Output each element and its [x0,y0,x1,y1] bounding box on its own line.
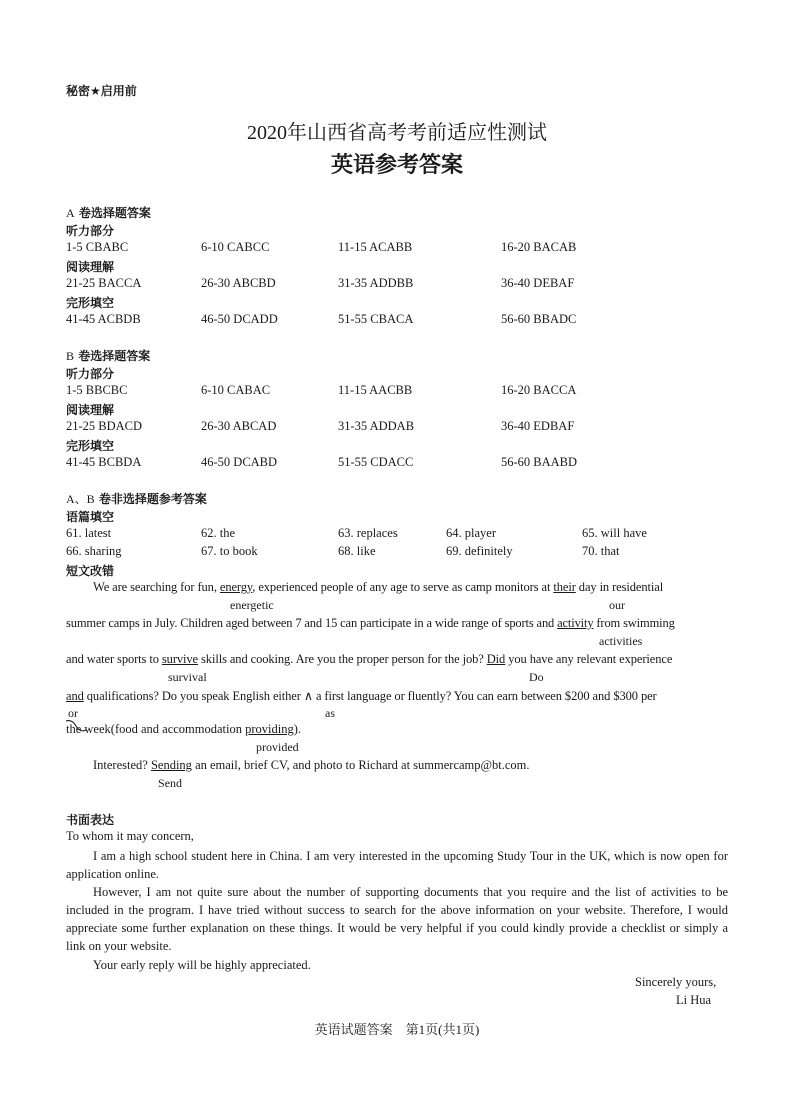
error-line-5 [66,722,301,737]
marked-word: Sending [150,758,192,772]
letter-signature: Li Hua [676,993,712,1007]
passage-text: week(food and accommodation [81,722,246,736]
answer-group: 6-10 CABCC [201,240,270,254]
error-correction-label: 短文改错 [66,564,115,578]
passage-text: summer camps in July. Children aged between 7 and 15 can participate in a wide range of sports and [66,616,558,630]
error-line-1 [93,580,663,595]
paragraph-text: I am a high school student here in China. I am very interested in the upcoming Study Tour in the UK, which is now open for application online. [66,849,728,881]
paragraph-text: Your early reply will be highly appreciated. [93,958,311,972]
answer-group: 16-20 BACCA [501,383,577,397]
letter-closing: Sincerely yours, [635,975,717,989]
error-line-4 [66,688,657,704]
insert-caret: ∧ [303,689,313,703]
answer-group: 31-35 ADDAB [338,419,415,433]
marked-word: providing [245,722,294,736]
section-a-letter: A [66,206,75,220]
passage-text: and water sports to [66,652,162,666]
paragraph-text: However, I am not quite sure about the number of supporting documents that you require and the list of activities to be included in the program. I have tried without success to search for the above information on your website. Therefore, I would appreciate some further explanation on these things. It would be very helpful if you could kindly provide a checklist or simply a link on your website. [66,885,728,953]
page-subtitle: 英语参考答案 [330,153,463,178]
fill-answer: 62. the [201,526,236,540]
answer-group: 56-60 BBADC [501,312,577,326]
fill-answer: 69. definitely [446,544,513,558]
passage-text: from swimming [593,616,675,630]
answer-group: 21-25 BDACD [66,419,143,433]
fill-answer: 67. to book [201,544,258,558]
answer-group: 26-30 ABCBD [201,276,276,290]
fill-answer: 66. sharing [66,544,122,558]
letter-salutation: To whom it may concern, [66,829,194,843]
non-choice-heading [66,490,207,507]
page-title: 2020年山西省高考考前适应性测试 [247,122,547,144]
writing-label: 书面表达 [66,813,115,827]
answer-group: 41-45 ACBDB [66,312,141,326]
section-a-heading [66,204,151,221]
answer-group: 36-40 EDBAF [501,419,575,433]
correction: survival [168,670,207,684]
section-a-listening-label: 听力部分 [66,224,115,238]
answer-group: 51-55 CDACC [338,455,414,469]
passage-text: , experienced people of any age to serve as camp monitors at [252,580,554,594]
passage-text: you have any relevant experience [505,652,673,666]
letter-paragraph-1 [66,847,728,883]
answer-group: 36-40 DEBAF [501,276,575,290]
passage-text: skills and cooking. Are you the proper person for the job? [198,652,487,666]
passage-text: We are searching for fun, [93,580,220,594]
answer-group: 46-50 DCADD [201,312,278,326]
passage-text: a first language or fluently? You can earn between $200 and $300 per [312,689,657,703]
passage-text: ). [293,722,302,736]
marked-word: survive [161,652,199,666]
confidential-label: 秘密★启用前 [66,84,137,98]
non-choice-title: 卷非选择题参考答案 [94,492,207,506]
fill-answer: 68. like [338,544,376,558]
marked-word: Did [486,652,506,666]
correction: Do [529,670,544,684]
answer-group: 31-35 ADDBB [338,276,414,290]
answer-group: 56-60 BAABD [501,455,578,469]
marked-word: energy [219,580,253,594]
fill-answer: 64. player [446,526,496,540]
page-footer: 英语试题答案 第1页(共1页) [314,1022,480,1037]
section-b-cloze-label: 完形填空 [66,439,115,453]
deletion-mark [64,718,88,734]
correction: provided [256,740,299,754]
answer-group: 16-20 BACAB [501,240,577,254]
letter-paragraph-3 [66,956,728,974]
error-line-6 [93,758,530,773]
correction: activities [599,634,643,648]
correction: or [68,706,78,720]
deleted-word: the [66,722,82,736]
answer-group: 51-55 CBACA [338,312,414,326]
answer-group: 1-5 BBCBC [66,383,128,397]
answer-group: 1-5 CBABC [66,240,129,254]
fill-answer: 63. replaces [338,526,398,540]
section-b-title: 卷选择题答案 [74,349,151,363]
answer-group: 6-10 CABAC [201,383,271,397]
correction: Send [158,776,182,790]
passage-text: an email, brief CV, and photo to Richard at summercamp@bt.com. [191,758,530,772]
correction: as [325,706,335,720]
answer-group: 26-30 ABCAD [201,419,277,433]
answer-group: 46-50 DCABD [201,455,278,469]
grammar-fill-label: 语篇填空 [66,510,115,524]
answer-group: 41-45 BCBDA [66,455,142,469]
section-b-reading-label: 阅读理解 [66,403,115,417]
answer-group: 11-15 AACBB [338,383,413,397]
marked-word: their [553,580,576,594]
section-b-letter: B [66,349,75,363]
passage-text: qualifications? Do you speak English either [83,689,304,703]
section-b-listening-label: 听力部分 [66,367,115,381]
marked-word: and [66,689,84,703]
section-a-reading-label: 阅读理解 [66,260,115,274]
answer-group: 21-25 BACCA [66,276,142,290]
section-a-title: 卷选择题答案 [74,206,151,220]
fill-answer: 70. that [582,544,620,558]
answer-group: 11-15 ACABB [338,240,413,254]
letter-paragraph-2 [66,883,728,955]
passage-text: day in residential [575,580,664,594]
passage-text: Interested? [93,758,151,772]
section-b-heading [66,347,150,364]
section-a-cloze-label: 完形填空 [66,296,115,310]
correction: energetic [230,598,274,612]
non-choice-letters: A、B [66,492,95,506]
fill-answer: 61. latest [66,526,112,540]
marked-word: activity [557,616,594,630]
error-line-3 [66,652,672,667]
error-line-2 [66,616,675,631]
fill-answer: 65. will have [582,526,647,540]
correction: our [609,598,625,612]
